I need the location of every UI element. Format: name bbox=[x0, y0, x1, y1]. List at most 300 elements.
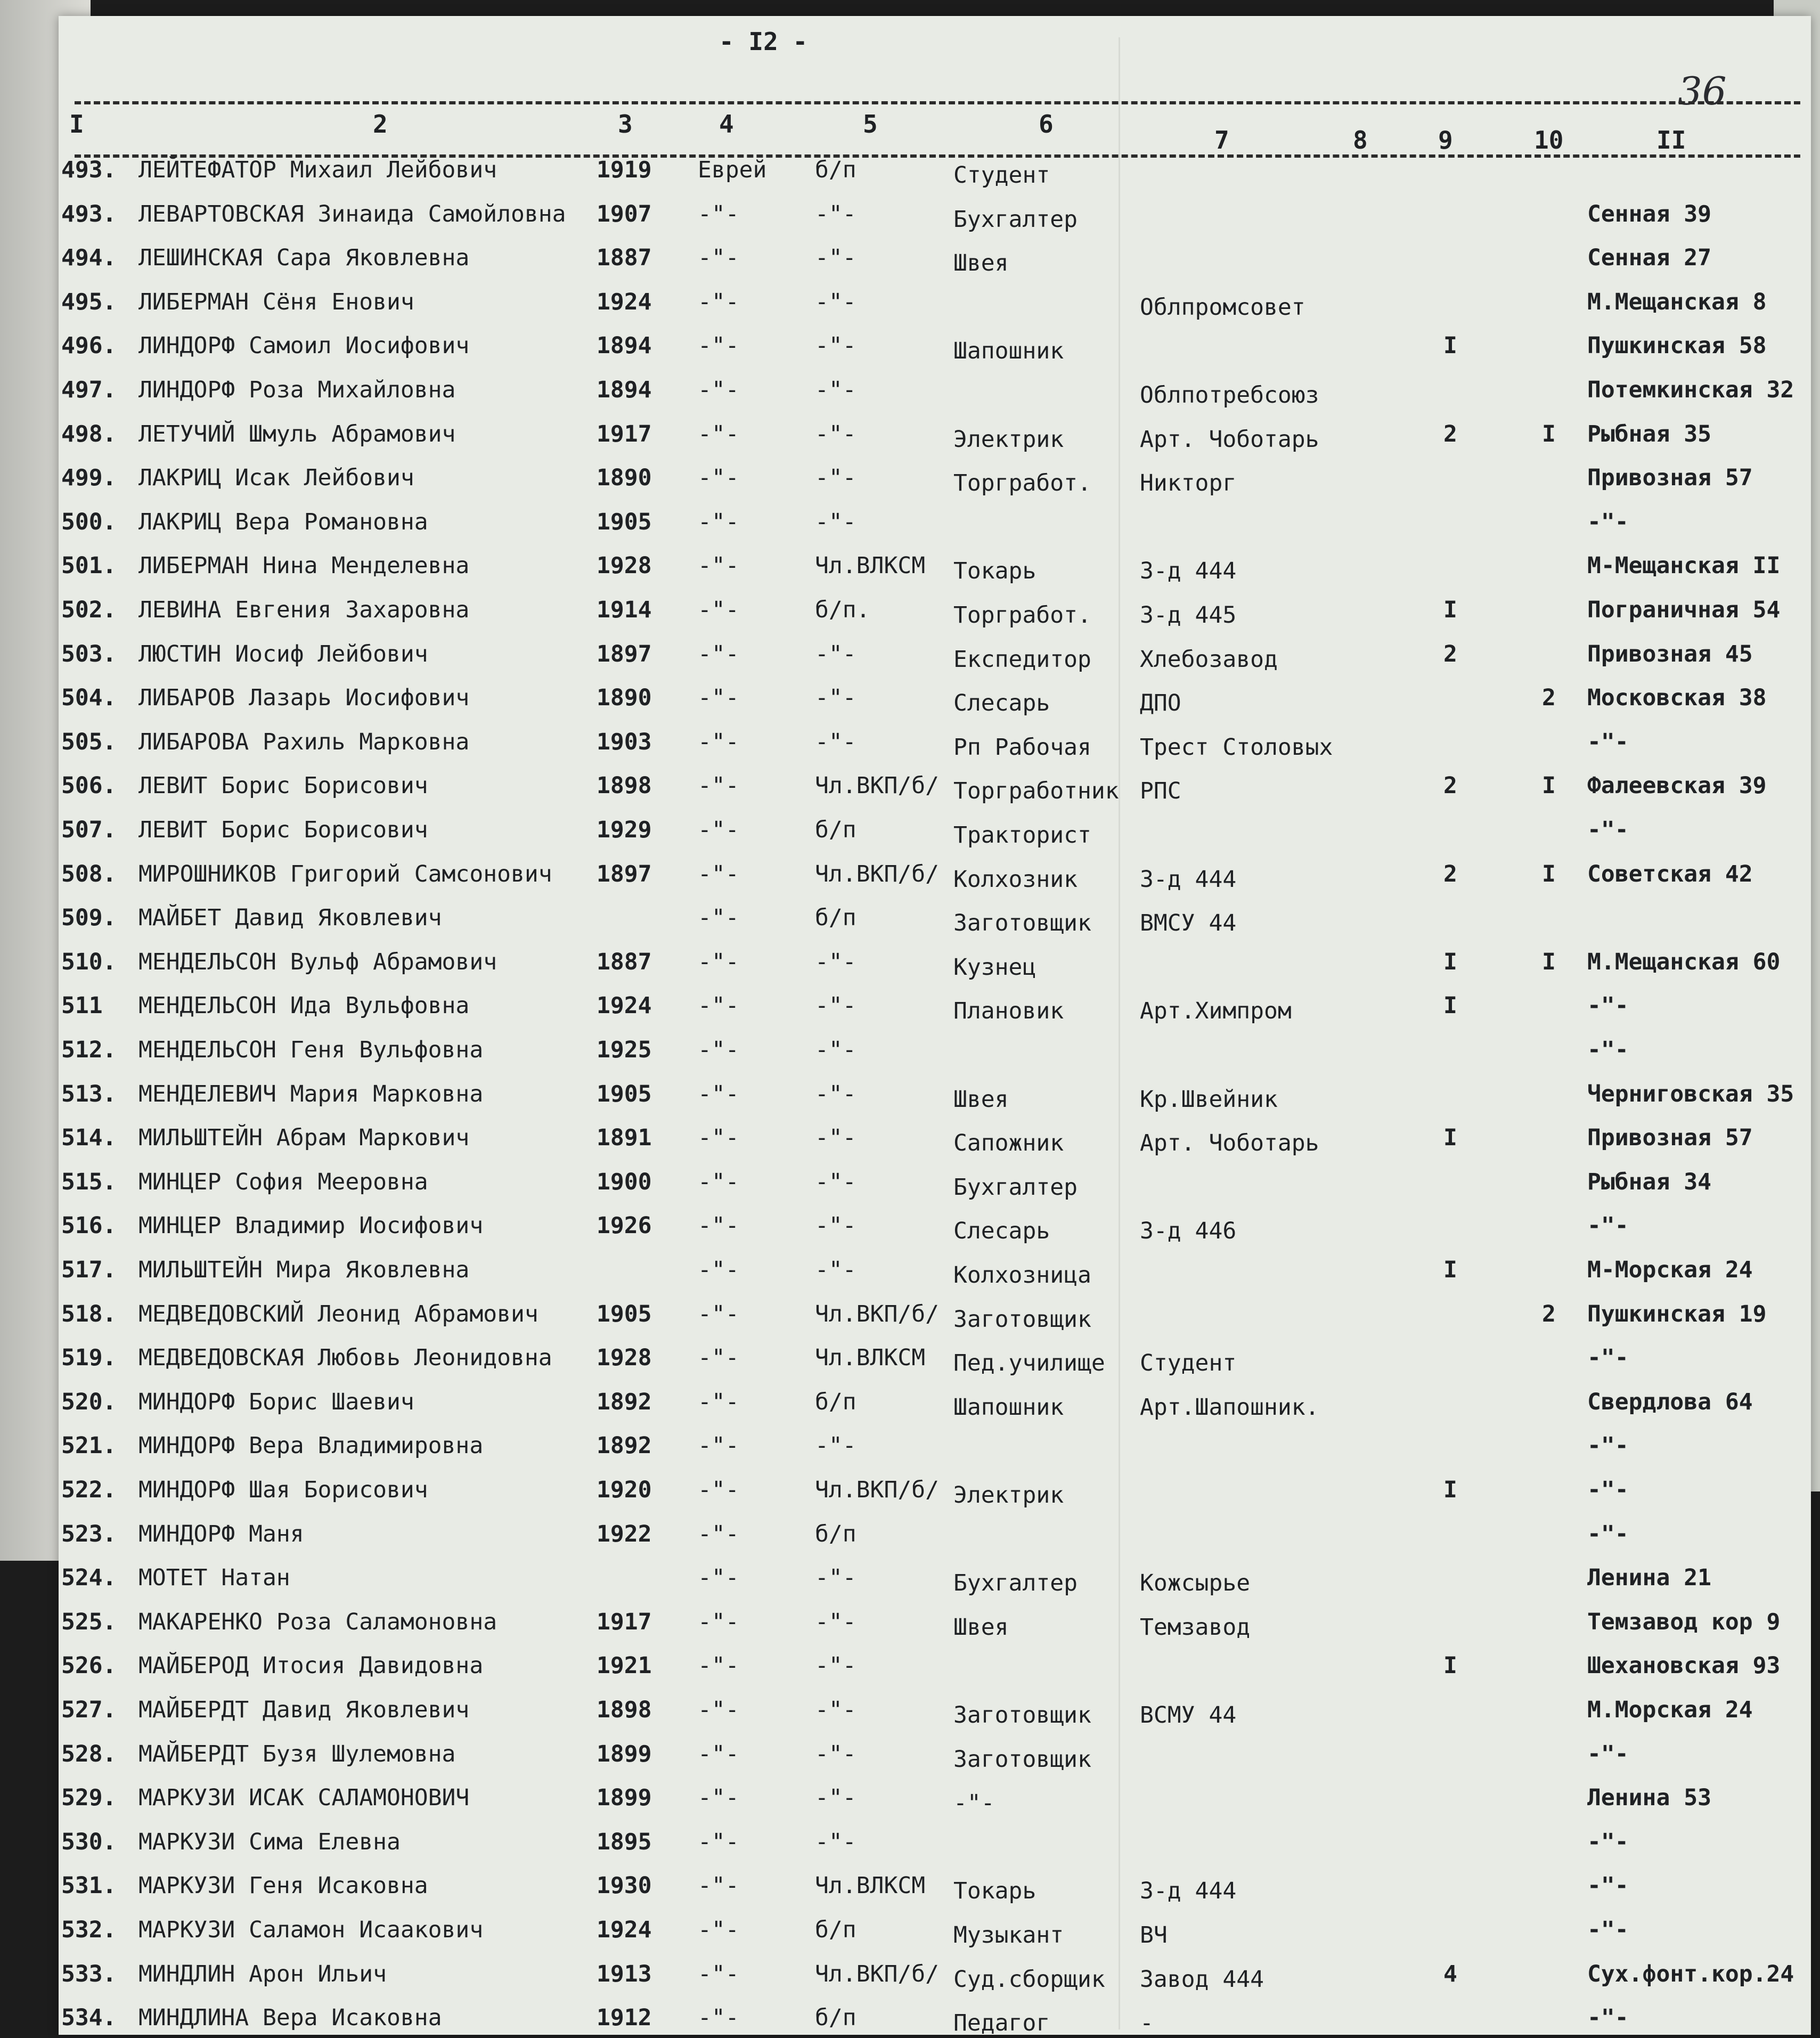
party-membership: Чл.ВЛКСМ bbox=[815, 1872, 926, 1899]
column-9-value: I bbox=[1443, 992, 1457, 1019]
occupation: Бухгалтер bbox=[953, 1174, 1078, 1201]
birth-year: 1914 bbox=[597, 597, 652, 623]
person-name: ЛИБАРОВ Лазарь Иосифович bbox=[138, 684, 470, 711]
row-number: 518. bbox=[61, 1301, 117, 1327]
row-number: 500. bbox=[61, 509, 117, 535]
occupation: Плановик bbox=[953, 998, 1064, 1024]
nationality: -"- bbox=[698, 244, 739, 271]
birth-year: 1907 bbox=[597, 201, 652, 227]
person-name: ЛЕВИТ Борис Борисович bbox=[138, 772, 428, 799]
person-name: МИНДОРФ Вера Владимировна bbox=[138, 1432, 484, 1459]
person-name: ЛИБЕРМАН Нина Менделевна bbox=[138, 552, 470, 579]
column-9-value: I bbox=[1443, 1124, 1457, 1151]
column-header-6: 6 bbox=[1039, 110, 1054, 138]
birth-year: 1924 bbox=[597, 992, 652, 1019]
row-number: 519. bbox=[61, 1344, 117, 1371]
row-number: 498. bbox=[61, 421, 117, 447]
person-name: ЛИНДОРФ Роза Михайловна bbox=[138, 377, 456, 403]
column-9-value: I bbox=[1443, 1652, 1457, 1679]
address: Советская 42 bbox=[1587, 861, 1753, 887]
nationality: -"- bbox=[698, 1564, 739, 1591]
nationality: -"- bbox=[698, 992, 739, 1019]
party-membership: -"- bbox=[815, 464, 856, 491]
workplace: Никторг bbox=[1140, 470, 1237, 496]
nationality: -"- bbox=[698, 1124, 739, 1151]
birth-year: 1898 bbox=[597, 1697, 652, 1723]
address: Рыбная 34 bbox=[1587, 1169, 1711, 1195]
party-membership: б/п bbox=[815, 1389, 856, 1415]
nationality: -"- bbox=[698, 1389, 739, 1415]
column-9-value: I bbox=[1443, 1257, 1457, 1283]
row-number: 503. bbox=[61, 641, 117, 667]
row-number: 522. bbox=[61, 1477, 117, 1503]
column-10-value: I bbox=[1542, 861, 1556, 887]
person-name: ЛИНДОРФ Самоил Иосифович bbox=[138, 332, 470, 359]
address: -"- bbox=[1587, 2004, 1629, 2031]
column-9-value: 2 bbox=[1443, 421, 1457, 447]
row-number: 504. bbox=[61, 684, 117, 711]
row-number: 534. bbox=[61, 2004, 117, 2031]
row-number: 509. bbox=[61, 904, 117, 931]
column-header-7: 7 bbox=[1214, 126, 1229, 154]
person-name: МЕДВЕДОВСКАЯ Любовь Леонидовна bbox=[138, 1344, 552, 1371]
party-membership: -"- bbox=[815, 421, 856, 447]
party-membership: -"- bbox=[815, 1212, 856, 1239]
party-membership: -"- bbox=[815, 1081, 856, 1107]
address: Пушкинская 19 bbox=[1587, 1301, 1767, 1327]
person-name: МИЛЬШТЕЙН Абрам Маркович bbox=[138, 1124, 470, 1151]
column-10-value: I bbox=[1542, 949, 1556, 975]
person-name: МИНЦЕР София Мееровна bbox=[138, 1169, 428, 1195]
person-name: МАРКУЗИ Саламон Исаакович bbox=[138, 1917, 484, 1943]
nationality: -"- bbox=[698, 1609, 739, 1635]
row-number: 512. bbox=[61, 1037, 117, 1063]
address: Ленина 53 bbox=[1587, 1784, 1711, 1811]
address: -"- bbox=[1587, 509, 1629, 535]
birth-year: 1887 bbox=[597, 949, 652, 975]
person-name: МАЙБЕРОД Итосия Давидовна bbox=[138, 1652, 484, 1679]
row-number: 501. bbox=[61, 552, 117, 579]
birth-year: 1892 bbox=[597, 1432, 652, 1459]
address: Пограничная 54 bbox=[1587, 597, 1781, 623]
row-number: 533. bbox=[61, 1961, 117, 1987]
address: Свердлова 64 bbox=[1587, 1389, 1753, 1415]
row-number: 499. bbox=[61, 464, 117, 491]
birth-year: 1890 bbox=[597, 684, 652, 711]
party-membership: -"- bbox=[815, 1124, 856, 1151]
row-number: 513. bbox=[61, 1081, 117, 1107]
nationality: -"- bbox=[698, 729, 739, 755]
person-name: МАЙБЕТ Давид Яковлевич bbox=[138, 904, 442, 931]
column-9-value: 2 bbox=[1443, 861, 1457, 887]
address: М.Мещанская 60 bbox=[1587, 949, 1781, 975]
occupation: Кузнец bbox=[953, 954, 1036, 981]
nationality: -"- bbox=[698, 1037, 739, 1063]
nationality: -"- bbox=[698, 1301, 739, 1327]
birth-year: 1887 bbox=[597, 244, 652, 271]
party-membership: -"- bbox=[815, 1652, 856, 1679]
person-name: ЛИБЕРМАН Сёня Енович bbox=[138, 289, 414, 315]
address: -"- bbox=[1587, 1432, 1629, 1459]
occupation: Швея bbox=[953, 250, 1009, 276]
address: М-Морская 24 bbox=[1587, 1257, 1753, 1283]
birth-year: 1928 bbox=[597, 1344, 652, 1371]
occupation: Торгработ. bbox=[953, 470, 1091, 496]
row-number: 525. bbox=[61, 1609, 117, 1635]
address: Сенная 39 bbox=[1587, 201, 1711, 227]
party-membership: -"- bbox=[815, 729, 856, 755]
birth-year: 1919 bbox=[597, 157, 652, 183]
address: -"- bbox=[1587, 729, 1629, 755]
nationality: -"- bbox=[698, 772, 739, 799]
person-name: МАЙБЕРДТ Бузя Шулемовна bbox=[138, 1741, 456, 1767]
address: Рыбная 35 bbox=[1587, 421, 1711, 447]
party-membership: -"- bbox=[815, 1169, 856, 1195]
nationality: -"- bbox=[698, 904, 739, 931]
row-number: 516. bbox=[61, 1212, 117, 1239]
nationality: -"- bbox=[698, 509, 739, 535]
nationality: -"- bbox=[698, 377, 739, 403]
workplace: Темзавод bbox=[1140, 1614, 1251, 1641]
person-name: ЛЕВИТ Борис Борисович bbox=[138, 817, 428, 843]
party-membership: Чл.ВКП/б/ bbox=[815, 1477, 939, 1503]
address: Сенная 27 bbox=[1587, 244, 1711, 271]
nationality: Еврей bbox=[698, 157, 767, 183]
nationality: -"- bbox=[698, 817, 739, 843]
workplace: Кр.Швейник bbox=[1140, 1086, 1278, 1113]
workplace: Арт.Шапошник. bbox=[1140, 1394, 1319, 1421]
nationality: -"- bbox=[698, 597, 739, 623]
birth-year: 1917 bbox=[597, 421, 652, 447]
occupation: Бухгалтер bbox=[953, 206, 1078, 233]
address: Фалеевская 39 bbox=[1587, 772, 1767, 799]
person-name: ЛЕШИНСКАЯ Сара Яковлевна bbox=[138, 244, 470, 271]
address: Московская 38 bbox=[1587, 684, 1767, 711]
column-9-value: I bbox=[1443, 332, 1457, 359]
party-membership: Чл.ВКП/б/ bbox=[815, 1301, 939, 1327]
column-9-value: I bbox=[1443, 597, 1457, 623]
birth-year: 1925 bbox=[597, 1037, 652, 1063]
birth-year: 1905 bbox=[597, 1301, 652, 1327]
occupation: Педагог bbox=[953, 2010, 1050, 2036]
workplace: З-д 444 bbox=[1140, 1878, 1237, 1904]
nationality: -"- bbox=[698, 1697, 739, 1723]
row-number: 520. bbox=[61, 1389, 117, 1415]
occupation: Слесарь bbox=[953, 690, 1050, 716]
nationality: -"- bbox=[698, 1784, 739, 1811]
nationality: -"- bbox=[698, 1917, 739, 1943]
address: М.Морская 24 bbox=[1587, 1697, 1753, 1723]
nationality: -"- bbox=[698, 684, 739, 711]
row-number: 505. bbox=[61, 729, 117, 755]
birth-year: 1929 bbox=[597, 817, 652, 843]
party-membership: -"- bbox=[815, 509, 856, 535]
workplace: Арт. Чоботарь bbox=[1140, 1130, 1319, 1156]
nationality: -"- bbox=[698, 289, 739, 315]
column-header-11: II bbox=[1656, 126, 1686, 154]
person-name: МАРКУЗИ Геня Исаковна bbox=[138, 1872, 428, 1899]
occupation: Шапошник bbox=[953, 338, 1064, 364]
row-number: 506. bbox=[61, 772, 117, 799]
handwritten-sheet-number: 36 bbox=[1678, 69, 1727, 113]
address: Привозная 57 bbox=[1587, 1124, 1753, 1151]
row-number: 496. bbox=[61, 332, 117, 359]
nationality: -"- bbox=[698, 201, 739, 227]
birth-year: 1891 bbox=[597, 1124, 652, 1151]
address: -"- bbox=[1587, 1829, 1629, 1855]
nationality: -"- bbox=[698, 1652, 739, 1679]
party-membership: -"- bbox=[815, 641, 856, 667]
occupation: Колхозница bbox=[953, 1262, 1091, 1289]
nationality: -"- bbox=[698, 1477, 739, 1503]
address: Шехановская 93 bbox=[1587, 1652, 1781, 1679]
row-number: 526. bbox=[61, 1652, 117, 1679]
birth-year: 1900 bbox=[597, 1169, 652, 1195]
row-number: 508. bbox=[61, 861, 117, 887]
address: -"- bbox=[1587, 1917, 1629, 1943]
row-number: 495. bbox=[61, 289, 117, 315]
nationality: -"- bbox=[698, 1872, 739, 1899]
column-9-value: I bbox=[1443, 949, 1457, 975]
person-name: МЕДВЕДОВСКИЙ Леонид Абрамович bbox=[138, 1301, 538, 1327]
nationality: -"- bbox=[698, 552, 739, 579]
party-membership: б/п bbox=[815, 2004, 856, 2031]
person-name: МИНДЛИН Арон Ильич bbox=[138, 1961, 387, 1987]
address: -"- bbox=[1587, 1521, 1629, 1547]
person-name: МИРОШНИКОВ Григорий Самсонович bbox=[138, 861, 552, 887]
person-name: МАРКУЗИ ИСАК САЛАМОНОВИЧ bbox=[138, 1784, 470, 1811]
nationality: -"- bbox=[698, 1741, 739, 1767]
occupation: Электрик bbox=[953, 1482, 1064, 1509]
person-name: МАЙБЕРДТ Давид Яковлевич bbox=[138, 1697, 470, 1723]
birth-year: 1894 bbox=[597, 332, 652, 359]
nationality: -"- bbox=[698, 1081, 739, 1107]
party-membership: -"- bbox=[815, 1697, 856, 1723]
birth-year: 1905 bbox=[597, 1081, 652, 1107]
person-name: МИНЦЕР Владимир Иосифович bbox=[138, 1212, 484, 1239]
party-membership: -"- bbox=[815, 1784, 856, 1811]
row-number: 530. bbox=[61, 1829, 117, 1855]
party-membership: -"- bbox=[815, 201, 856, 227]
nationality: -"- bbox=[698, 949, 739, 975]
nationality: -"- bbox=[698, 1212, 739, 1239]
party-membership: -"- bbox=[815, 1257, 856, 1283]
birth-year: 1924 bbox=[597, 289, 652, 315]
column-9-value: I bbox=[1443, 1477, 1457, 1503]
nationality: -"- bbox=[698, 1169, 739, 1195]
row-number: 523. bbox=[61, 1521, 117, 1547]
occupation: Токарь bbox=[953, 1878, 1036, 1904]
birth-year: 1899 bbox=[597, 1784, 652, 1811]
party-membership: б/п bbox=[815, 1917, 856, 1943]
party-membership: -"- bbox=[815, 377, 856, 403]
address: -"- bbox=[1587, 1872, 1629, 1899]
party-membership: -"- bbox=[815, 949, 856, 975]
person-name: ЛЮСТИН Иосиф Лейбович bbox=[138, 641, 428, 667]
person-name: МИНДОРФ Борис Шаевич bbox=[138, 1389, 414, 1415]
occupation: Заготовщик bbox=[953, 910, 1091, 936]
address: Темзавод кор 9 bbox=[1587, 1609, 1781, 1635]
birth-year: 1924 bbox=[597, 1917, 652, 1943]
person-name: ЛАКРИЦ Вера Романовна bbox=[138, 509, 428, 535]
workplace: ВЧ bbox=[1140, 1922, 1168, 1949]
birth-year: 1899 bbox=[597, 1741, 652, 1767]
party-membership: -"- bbox=[815, 992, 856, 1019]
workplace: ДПО bbox=[1140, 690, 1181, 716]
row-number: 510. bbox=[61, 949, 117, 975]
occupation: Шапошник bbox=[953, 1394, 1064, 1421]
address: -"- bbox=[1587, 1741, 1629, 1767]
occupation: Заготовщик bbox=[953, 1746, 1091, 1773]
workplace: З-д 444 bbox=[1140, 866, 1237, 893]
party-membership: -"- bbox=[815, 684, 856, 711]
address: Сух.фонт.кор.24 bbox=[1587, 1961, 1794, 1987]
workplace: Студент bbox=[1140, 1350, 1237, 1376]
person-name: МАРКУЗИ Сима Елевна bbox=[138, 1829, 401, 1855]
birth-year: 1928 bbox=[597, 552, 652, 579]
address: Привозная 57 bbox=[1587, 464, 1753, 491]
person-name: МЕНДЕЛЬСОН Ида Вульфовна bbox=[138, 992, 470, 1019]
party-membership: б/п bbox=[815, 904, 856, 931]
party-membership: Чл.ВКП/б/ bbox=[815, 861, 939, 887]
party-membership: -"- bbox=[815, 1564, 856, 1591]
header-top-rule bbox=[75, 101, 1800, 104]
occupation: Токарь bbox=[953, 558, 1036, 584]
column-9-value: 2 bbox=[1443, 772, 1457, 799]
address: Потемкинская 32 bbox=[1587, 377, 1794, 403]
party-membership: -"- bbox=[815, 289, 856, 315]
birth-year: 1913 bbox=[597, 1961, 652, 1987]
party-membership: -"- bbox=[815, 1037, 856, 1063]
occupation: Торгработник bbox=[953, 778, 1119, 804]
birth-year: 1912 bbox=[597, 2004, 652, 2031]
nationality: -"- bbox=[698, 641, 739, 667]
column-header-1: I bbox=[69, 110, 84, 138]
nationality: -"- bbox=[698, 1829, 739, 1855]
row-number: 524. bbox=[61, 1564, 117, 1591]
row-number: 493. bbox=[61, 201, 117, 227]
column-header-3: 3 bbox=[618, 110, 633, 138]
address: -"- bbox=[1587, 1477, 1629, 1503]
workplace: З-д 446 bbox=[1140, 1218, 1237, 1244]
address: М-Мещанская II bbox=[1587, 552, 1781, 579]
occupation: Експедитор bbox=[953, 646, 1091, 673]
row-number: 515. bbox=[61, 1169, 117, 1195]
nationality: -"- bbox=[698, 1344, 739, 1371]
nationality: -"- bbox=[698, 332, 739, 359]
occupation: -"- bbox=[953, 1790, 995, 1816]
occupation: Колхозник bbox=[953, 866, 1078, 893]
address: -"- bbox=[1587, 1212, 1629, 1239]
party-membership: -"- bbox=[815, 1829, 856, 1855]
column-header-10: 10 bbox=[1534, 126, 1564, 154]
page-number: - I2 - bbox=[719, 27, 808, 56]
row-number: 497. bbox=[61, 377, 117, 403]
workplace: РПС bbox=[1140, 778, 1181, 804]
column-10-value: I bbox=[1542, 421, 1556, 447]
column-header-2: 2 bbox=[373, 110, 388, 138]
party-membership: -"- bbox=[815, 332, 856, 359]
birth-year: 1917 bbox=[597, 1609, 652, 1635]
nationality: -"- bbox=[698, 2004, 739, 2031]
row-number: 507. bbox=[61, 817, 117, 843]
address: -"- bbox=[1587, 817, 1629, 843]
address: Привозная 45 bbox=[1587, 641, 1753, 667]
occupation: Пед.училище bbox=[953, 1350, 1105, 1376]
person-name: МИНДОРФ Маня bbox=[138, 1521, 304, 1547]
nationality: -"- bbox=[698, 464, 739, 491]
occupation: Швея bbox=[953, 1614, 1009, 1641]
workplace: Облпромсовет bbox=[1140, 294, 1305, 321]
party-membership: Чл.ВКП/б/ bbox=[815, 772, 939, 799]
workplace: - bbox=[1140, 2010, 1154, 2036]
workplace: Трест Столовых bbox=[1140, 734, 1333, 761]
occupation: Рп Рабочая bbox=[953, 734, 1091, 761]
column-10-value: 2 bbox=[1542, 1301, 1556, 1327]
address: -"- bbox=[1587, 1344, 1629, 1371]
person-name: МАКАРЕНКО Роза Саламоновна bbox=[138, 1609, 497, 1635]
occupation: Заготовщик bbox=[953, 1702, 1091, 1729]
person-name: МИНДЛИНА Вера Исаковна bbox=[138, 2004, 442, 2031]
nationality: -"- bbox=[698, 1961, 739, 1987]
occupation: Торгработ. bbox=[953, 602, 1091, 629]
row-number: 529. bbox=[61, 1784, 117, 1811]
workplace: Арт.Химпром bbox=[1140, 998, 1292, 1024]
birth-year: 1897 bbox=[597, 861, 652, 887]
column-header-5: 5 bbox=[863, 110, 878, 138]
row-number: 493. bbox=[61, 157, 117, 183]
birth-year: 1892 bbox=[597, 1389, 652, 1415]
party-membership: б/п. bbox=[815, 597, 870, 623]
occupation: Электрик bbox=[953, 426, 1064, 453]
row-number: 531. bbox=[61, 1872, 117, 1899]
birth-year: 1920 bbox=[597, 1477, 652, 1503]
party-membership: б/п bbox=[815, 1521, 856, 1547]
column-header-4: 4 bbox=[719, 110, 734, 138]
workplace: З-д 445 bbox=[1140, 602, 1237, 629]
occupation: Студент bbox=[953, 162, 1050, 189]
occupation: Суд.сборщик bbox=[953, 1966, 1105, 1993]
workplace: Кожсырье bbox=[1140, 1570, 1251, 1596]
workplace: Завод 444 bbox=[1140, 1966, 1264, 1993]
party-membership: -"- bbox=[815, 244, 856, 271]
row-number: 521. bbox=[61, 1432, 117, 1459]
birth-year: 1898 bbox=[597, 772, 652, 799]
workplace: З-д 444 bbox=[1140, 558, 1237, 584]
occupation: Бухгалтер bbox=[953, 1570, 1078, 1596]
nationality: -"- bbox=[698, 421, 739, 447]
occupation: Швея bbox=[953, 1086, 1009, 1113]
column-header-9: 9 bbox=[1438, 126, 1453, 154]
person-name: МИЛЬШТЕЙН Мира Яковлевна bbox=[138, 1257, 470, 1283]
document-page bbox=[59, 16, 1811, 2035]
column-10-value: I bbox=[1542, 772, 1556, 799]
birth-year: 1921 bbox=[597, 1652, 652, 1679]
workplace: ВСМУ 44 bbox=[1140, 1702, 1237, 1729]
workplace: Облпотребсоюз bbox=[1140, 382, 1319, 409]
person-name: МОТЕТ Натан bbox=[138, 1564, 290, 1591]
occupation: Музыкант bbox=[953, 1922, 1064, 1949]
party-membership: -"- bbox=[815, 1609, 856, 1635]
person-name: МЕНДЕЛЕВИЧ Мария Марковна bbox=[138, 1081, 484, 1107]
party-membership: б/п bbox=[815, 157, 856, 183]
birth-year: 1897 bbox=[597, 641, 652, 667]
birth-year: 1926 bbox=[597, 1212, 652, 1239]
party-membership: Чл.ВЛКСМ bbox=[815, 552, 926, 579]
birth-year: 1922 bbox=[597, 1521, 652, 1547]
row-number: 532. bbox=[61, 1917, 117, 1943]
nationality: -"- bbox=[698, 1521, 739, 1547]
